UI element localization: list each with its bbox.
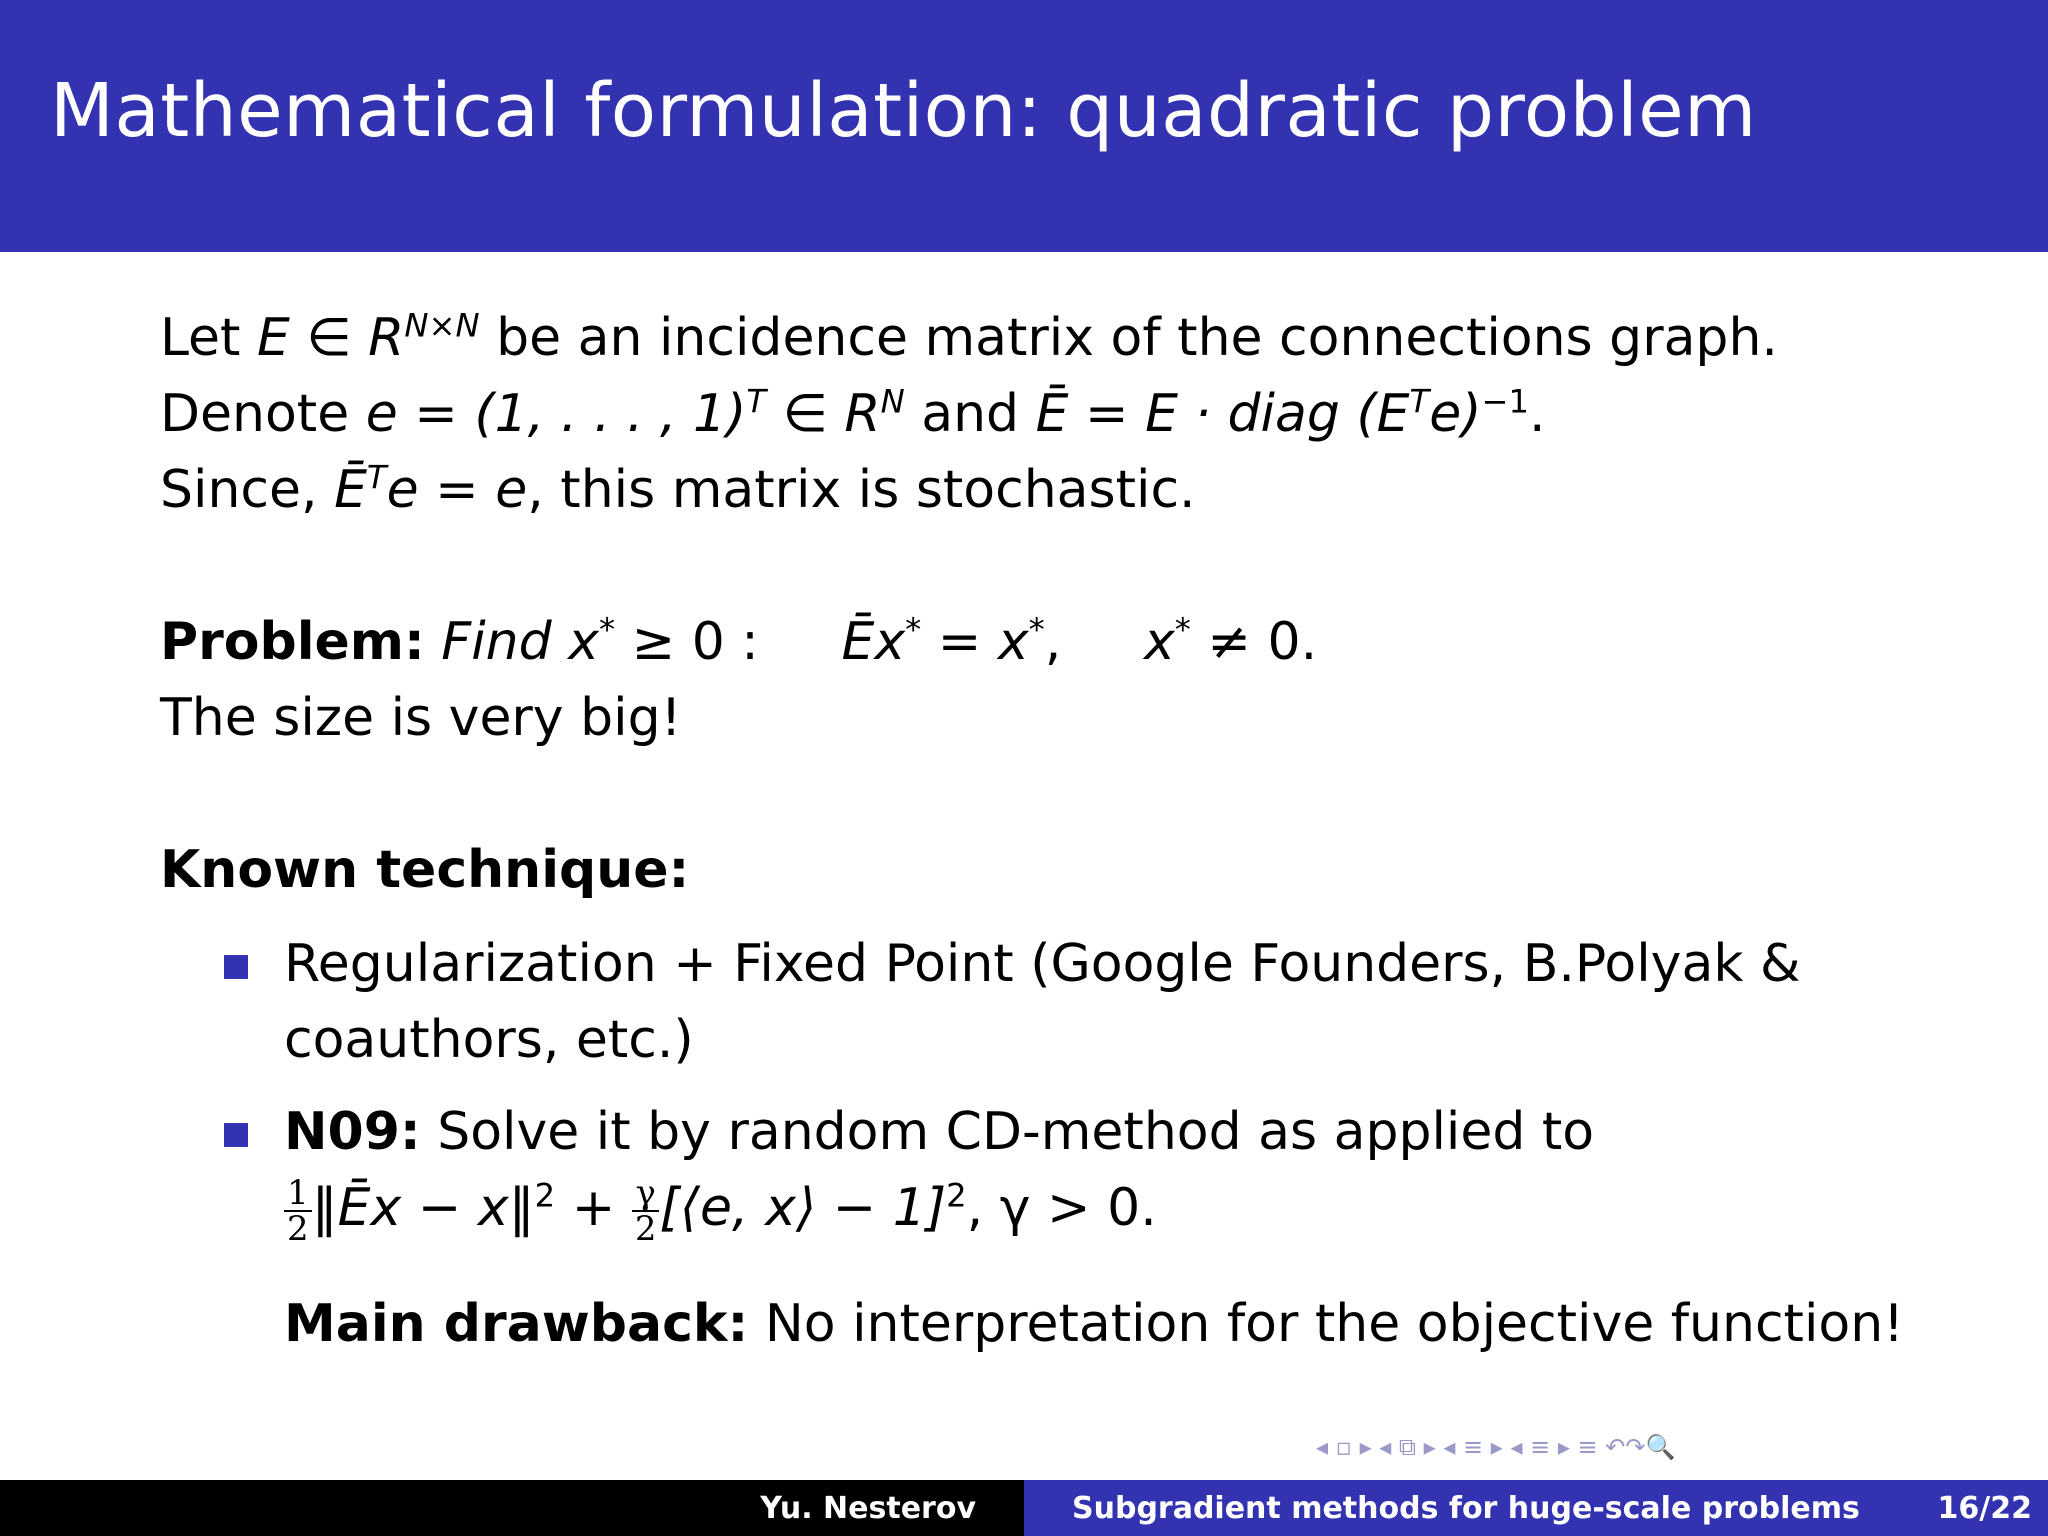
known-technique-heading: Known technique: (160, 840, 690, 900)
title-bar (0, 0, 2048, 252)
list-item: N09: Solve it by random CD-method as applied to $\frac{1}{2}$ ‖Ēx − x‖$^2$ + $\frac{\gamma}{2}$ [⟨e, x⟩ − 1]$^2$, γ > 0. (160, 1094, 1980, 1246)
intro-line-3: Since, $Ē^Te = e$, this matrix is stochastic. (160, 458, 1196, 520)
footer-author: Yu. Nesterov (760, 1491, 976, 1526)
intro-paragraph (160, 300, 1980, 528)
list-item: Regularization + Fixed Point (Google Founders, B.Polyak & coauthors, etc.) (160, 926, 1980, 1078)
footer-page-number: 16/22 (1937, 1491, 2032, 1526)
problem-paragraph (160, 604, 1980, 756)
slide-footer (0, 1480, 2048, 1536)
technique-list (160, 926, 1980, 1249)
footer-author-panel (0, 1480, 1024, 1536)
main-drawback: Main drawback: No interpretation for the objective function! (284, 1294, 1905, 1354)
footer-title-panel (1024, 1480, 2048, 1536)
slide-title: Mathematical formulation: quadratic problem (50, 68, 1757, 154)
problem-label: Problem: (160, 612, 425, 672)
problem-size-note: The size is very big! (160, 688, 682, 748)
known-technique-section (160, 832, 1980, 1362)
intro-line-2: Denote e = (1, . . . , 1)$^T$ ∈ $R^N$ and Ē = E · diag $(E^Te)^{-1}$. (160, 382, 1546, 444)
fraction-gamma: $\frac{\gamma}{2}$ (632, 1176, 660, 1246)
slide-content (160, 300, 1980, 1362)
fraction-half: $\frac{1}{2}$ (284, 1176, 312, 1246)
beamer-navigation-icons[interactable]: ◂ ▫ ▸ ◂ ⧉ ▸ ◂ ≡ ▸ ◂ ≡ ▸ ≡ ↶↷🔍 (1316, 1433, 1676, 1461)
bullet-square-icon (224, 1123, 248, 1147)
footer-talk-title: Subgradient methods for huge-scale problems (1072, 1491, 1860, 1526)
problem-line: Problem: Find x* ≥ 0 : Ēx* = x*, x* ≠ 0. (160, 610, 1318, 672)
intro-line-1: Let E ∈ $R^{N\times N}$ be an incidence matrix of the connections graph. (160, 306, 1778, 368)
bullet-square-icon (224, 955, 248, 979)
